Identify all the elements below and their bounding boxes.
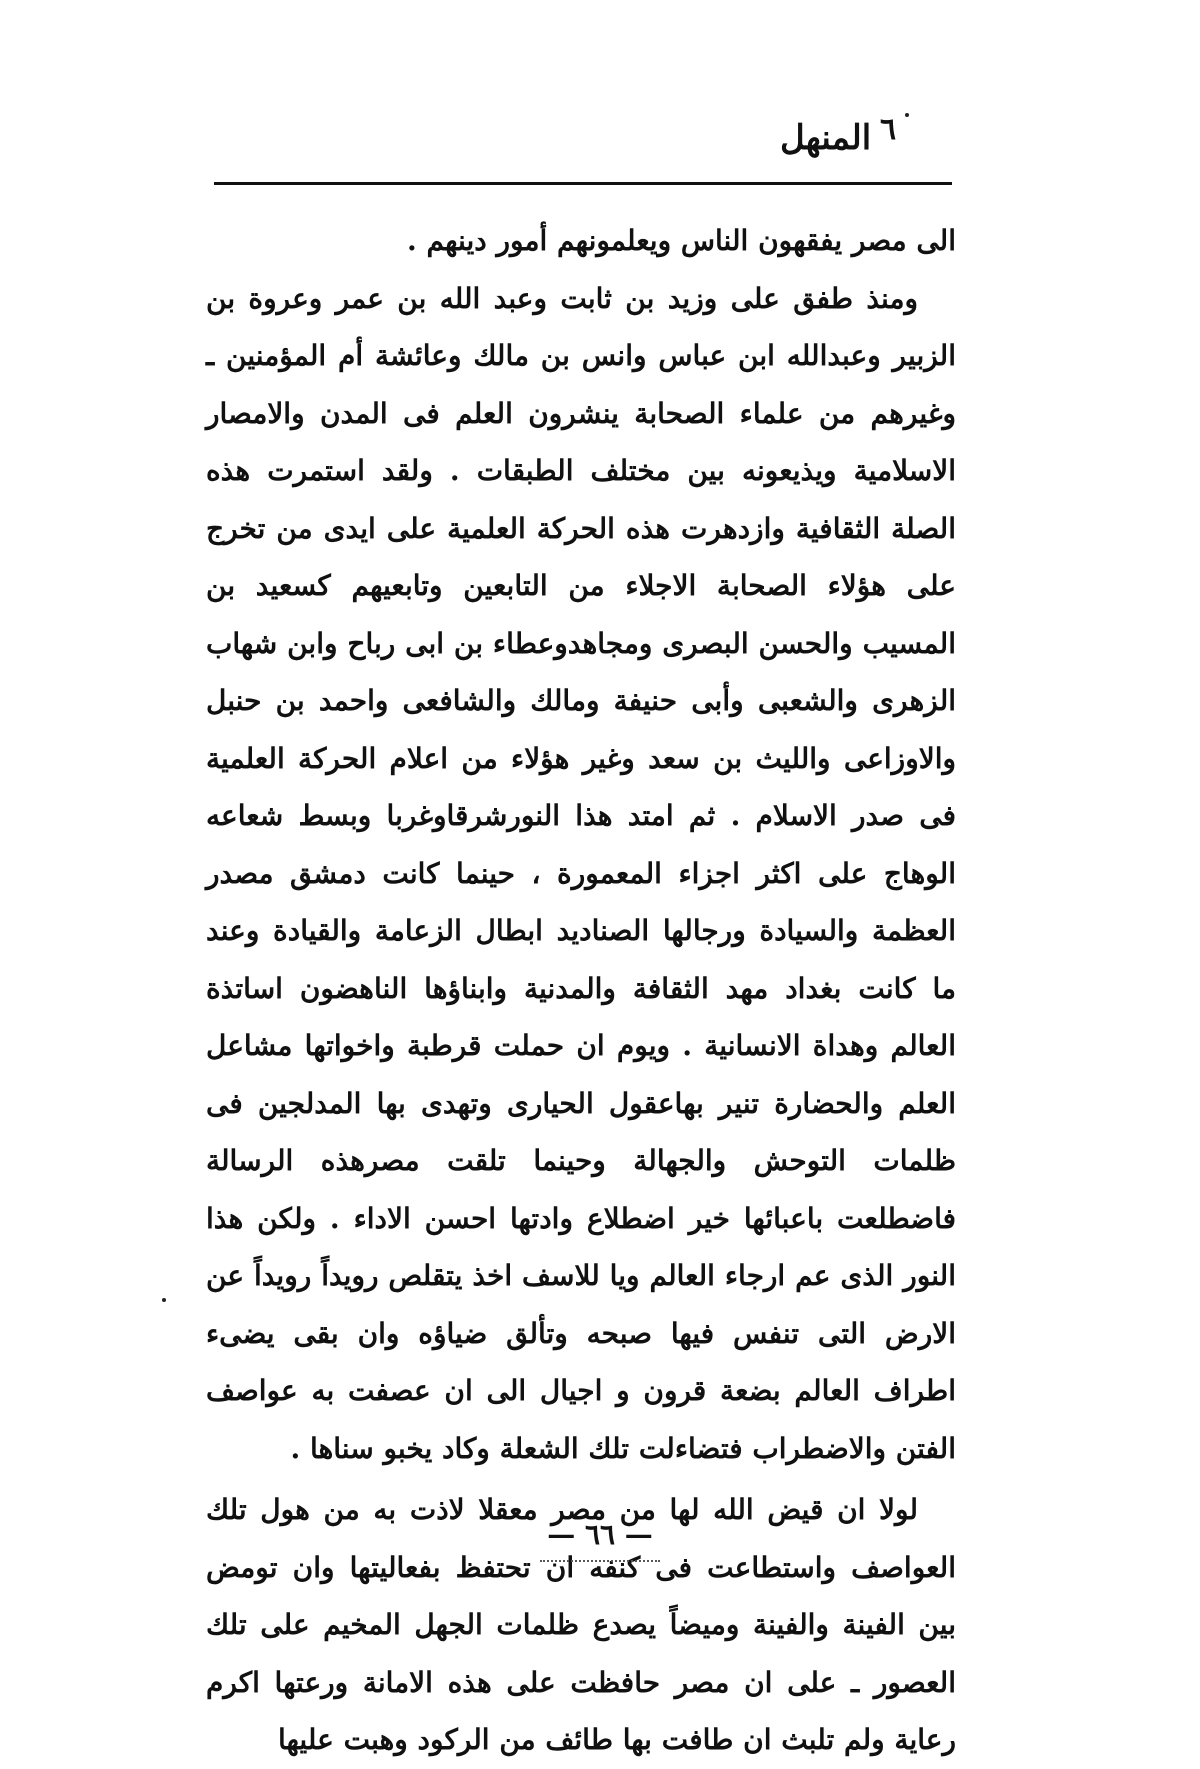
scan-speck bbox=[162, 1298, 166, 1302]
folio-number: — ٦٦ — bbox=[547, 1518, 653, 1551]
footer-dots bbox=[540, 1560, 660, 1562]
scan-speck bbox=[905, 113, 909, 117]
paragraph-2: ومنذ طفق على وزيد بن ثابت وعبد الله بن عمر وعروة بن الزبير وعبدالله ابن عباس وانس بن مالك وعائشة أم المؤمنين ـ وغيرهم من علماء الصحابة ينشرون العلم فى المدن والامصار الاسلامية ويذيعونه بين مختلف الطبقات . ولقد استمرت هذه الصلة الثقافية وازدهرت هذه الحركة العلمية على ايدى من تخرج على هؤلاء الصحابة الاجلاء من التابعين وتابعيهم كسعيد بن المسيب والحسن البصرى ومجاهدوعطاء بن ابى رباح وابن شهاب الزهرى والشعبى وأبى حنيفة ومالك والشافعى واحمد بن حنبل والاوزاعى والليث بن سعد وغير هؤلاء من اعلام الحركة العلمية فى صدر الاسلام . ثم امتد هذا النورشرقاوغربا وبسط شعاعه الوهاج على اكثر اجزاء المعمورة ، حينما كانت دمشق مصدر العظمة والسيادة ورجالها الصناديد ابطال الزعامة والقيادة وعند ما كانت بغداد مهد الثقافة والمدنية وابناؤها الناهضون اساتذة العالم وهداة الانسانية . ويوم ان حملت قرطبة واخواتها مشاعل العلم والحضارة تنير بهاعقول الحيارى وتهدى بها المدلجين فى ظلمات التوحش والجهالة وحينما تلقت مصرهذه الرسالة فاضطلعت باعبائها خير اضطلاع وادتها احسن الاداء . ولكن هذا النور الذى عم ارجاء العالم ويا للاسف اخذ يتقلص رويداً رويداً عن الارض التى تنفس فيها صبحه وتألق ضياؤه وان بقى يضىء اطراف العالم بضعة قرون و اجيال الى ان عصفت به عواصف الفتن والاضطراب فتضاءلت تلك الشعلة وكاد يخبو سناها . bbox=[206, 281, 956, 1465]
page-number: ٦ bbox=[880, 112, 897, 147]
header-rule bbox=[214, 182, 952, 185]
paragraph-1: الى مصر يفقهون الناس ويعلمونهم أمور دينهم . bbox=[407, 224, 956, 257]
page-header bbox=[210, 108, 955, 168]
journal-title: المنهل bbox=[780, 118, 872, 158]
paragraph-3: لولا ان قيض الله لها من مصر معقلا لاذت به من هول تلك العواصف واستطاعت فى كنفه ان تحتفظ بفعاليتها وان تومض بين الفينة والفينة وميضاً يصدع ظلمات الجهل المخيم على تلك العصور ـ على ان مصر حافظت على هذه الامانة ورعتها اكرم رعاية ولم تلبث ان طافت بها طائف من الركود وهبت عليها bbox=[206, 1493, 956, 1756]
